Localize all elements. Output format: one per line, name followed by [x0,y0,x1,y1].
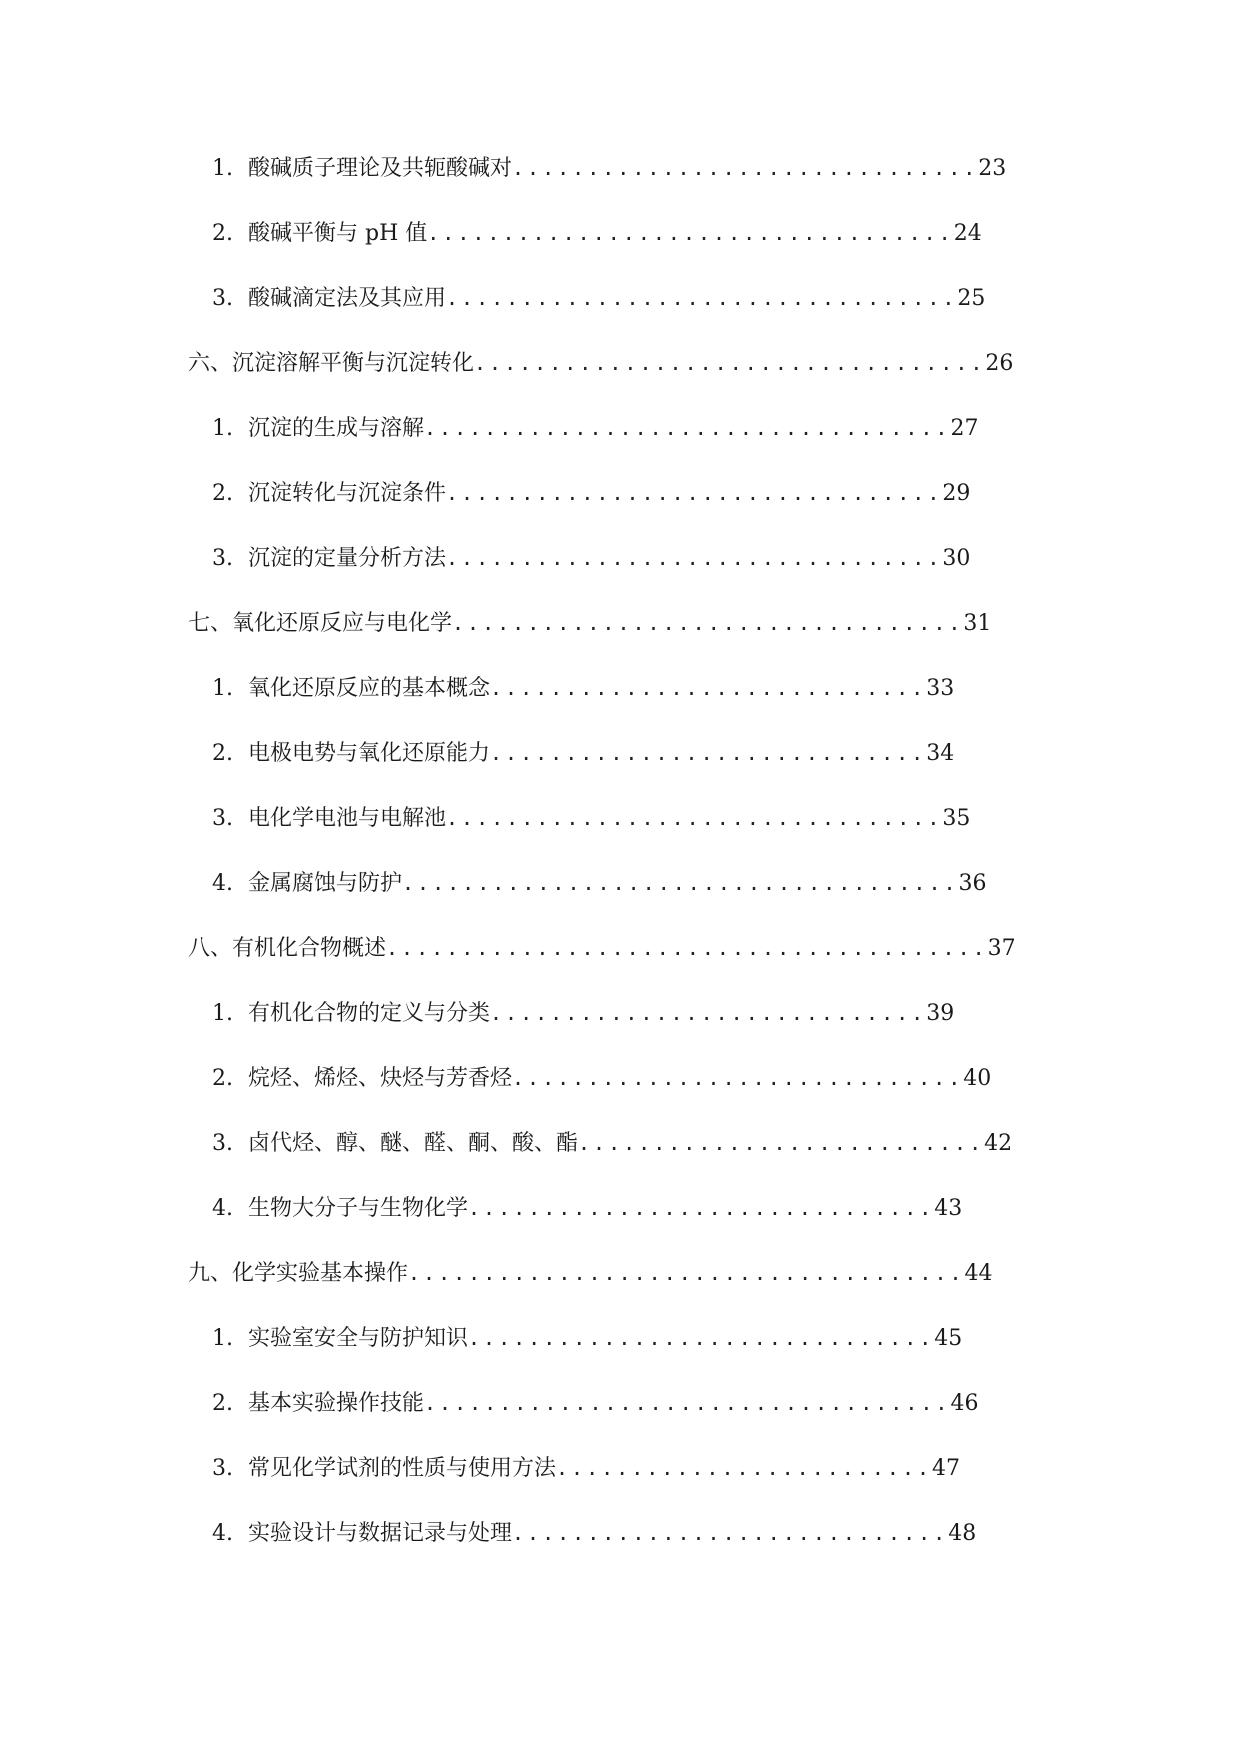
entry-number: 4. [212,871,233,896]
dot-leader: ............................. [512,1521,949,1545]
entry-page-number: 34 [926,741,955,766]
entry-title: 实验设计与数据记录与处理 [248,1521,513,1546]
entry-title: 金属腐蚀与防护 [248,871,403,896]
entry-number: 4. [212,1521,233,1546]
toc-entry[interactable] [212,1448,960,1488]
toc-section-heading[interactable] [188,603,991,643]
entry-title: 实验室安全与防护知识 [248,1326,469,1351]
dot-leader: ............................. [490,741,927,765]
toc-entry[interactable] [212,408,978,448]
dot-leader: ........................... [578,1131,985,1155]
dot-leader: ................................. [446,546,943,570]
entry-title: 酸碱滴定法及其应用 [248,286,447,311]
section-title: 九、化学实验基本操作 [188,1261,409,1286]
dot-leader: ............................. [490,676,927,700]
entry-title: 基本实验操作技能 [248,1391,425,1416]
dot-leader: .................................. [474,351,986,375]
entry-number: 1. [212,1326,233,1351]
entry-number: 2. [212,741,233,766]
section-page-number: 44 [964,1261,993,1286]
entry-page-number: 29 [942,481,971,506]
toc-entry[interactable] [212,798,970,838]
entry-number: 2. [212,1066,233,1091]
section-title: 八、有机化合物概述 [188,936,387,961]
entry-page-number: 45 [934,1326,963,1351]
dot-leader: ................................... [424,416,951,440]
entry-page-number: 23 [978,156,1007,181]
toc-entry[interactable] [212,993,954,1033]
entry-page-number: 48 [948,1521,977,1546]
entry-number: 3. [212,546,233,571]
entry-page-number: 40 [963,1066,992,1091]
entry-number: 3. [212,1131,233,1156]
entry-title: 烷烃、烯烃、炔烃与芳香烃 [248,1066,513,1091]
toc-entry[interactable] [212,668,954,708]
entry-number: 2. [212,1391,233,1416]
section-page-number: 37 [987,936,1016,961]
dot-leader: ................................... [427,221,954,245]
toc-entry[interactable] [212,1058,991,1098]
entry-number: 2. [212,481,233,506]
entry-page-number: 30 [942,546,971,571]
entry-title: 电极电势与氧化还原能力 [248,741,491,766]
dot-leader: .............................. [512,1066,964,1090]
dot-leader: ..................................... [408,1261,965,1285]
entry-page-number: 42 [984,1131,1013,1156]
dot-leader: ......................... [556,1456,933,1480]
entry-page-number: 46 [950,1391,979,1416]
entry-page-number: 35 [942,806,971,831]
dot-leader: ............................... [468,1326,935,1350]
entry-number: 1. [212,1001,233,1026]
entry-page-number: 25 [957,286,986,311]
toc-entry[interactable] [212,278,985,318]
toc-entry[interactable] [212,148,1006,188]
dot-leader: ............................... [512,156,979,180]
dot-leader: ............................. [490,1001,927,1025]
toc-entry[interactable] [212,1383,978,1423]
entry-title: 沉淀转化与沉淀条件 [248,481,447,506]
dot-leader: ................................. [446,481,943,505]
entry-number: 1. [212,156,233,181]
toc-section-heading[interactable] [188,343,1013,383]
dot-leader: ..................................... [402,871,959,895]
entry-page-number: 47 [932,1456,961,1481]
dot-leader: ................................. [446,806,943,830]
toc-entry[interactable] [212,733,954,773]
toc-section-heading[interactable] [188,928,1016,968]
section-title: 六、沉淀溶解平衡与沉淀转化 [188,351,475,376]
entry-title: 常见化学试剂的性质与使用方法 [248,1456,557,1481]
entry-number: 4. [212,1196,233,1221]
entry-title: 电化学电池与电解池 [248,806,447,831]
toc-entry[interactable] [212,1513,976,1553]
entry-page-number: 36 [958,871,987,896]
entry-title: 酸碱质子理论及共轭酸碱对 [248,156,513,181]
section-page-number: 26 [985,351,1014,376]
entry-title: 有机化合物的定义与分类 [248,1001,491,1026]
entry-title: 卤代烃、醇、醚、醛、酮、酸、酯 [248,1131,579,1156]
toc-entry[interactable] [212,213,982,253]
toc-entry[interactable] [212,863,987,903]
entry-page-number: 39 [926,1001,955,1026]
toc-entry[interactable] [212,1123,1012,1163]
entry-page-number: 27 [950,416,979,441]
entry-number: 3. [212,286,233,311]
entry-page-number: 43 [934,1196,963,1221]
dot-leader: ................................... [424,1391,951,1415]
dot-leader: .................................. [446,286,958,310]
toc-section-heading[interactable] [188,1253,993,1293]
dot-leader: ........................................ [386,936,988,960]
entry-number: 1. [212,676,233,701]
entry-page-number: 24 [953,221,982,246]
dot-leader: .................................. [452,611,964,635]
toc-entry[interactable] [212,1318,962,1358]
entry-number: 2. [212,221,233,246]
section-page-number: 31 [963,611,992,636]
entry-title: 沉淀的生成与溶解 [248,416,425,441]
entry-title: 沉淀的定量分析方法 [248,546,447,571]
section-title: 七、氧化还原反应与电化学 [188,611,453,636]
entry-title: 酸碱平衡与 pH 值 [248,221,428,246]
dot-leader: ............................... [468,1196,935,1220]
entry-number: 3. [212,806,233,831]
toc-entry[interactable] [212,473,970,513]
toc-entry[interactable] [212,538,970,578]
entry-page-number: 33 [926,676,955,701]
entry-number: 3. [212,1456,233,1481]
toc-entry[interactable] [212,1188,962,1228]
entry-title: 氧化还原反应的基本概念 [248,676,491,701]
entry-title: 生物大分子与生物化学 [248,1196,469,1221]
entry-number: 1. [212,416,233,441]
